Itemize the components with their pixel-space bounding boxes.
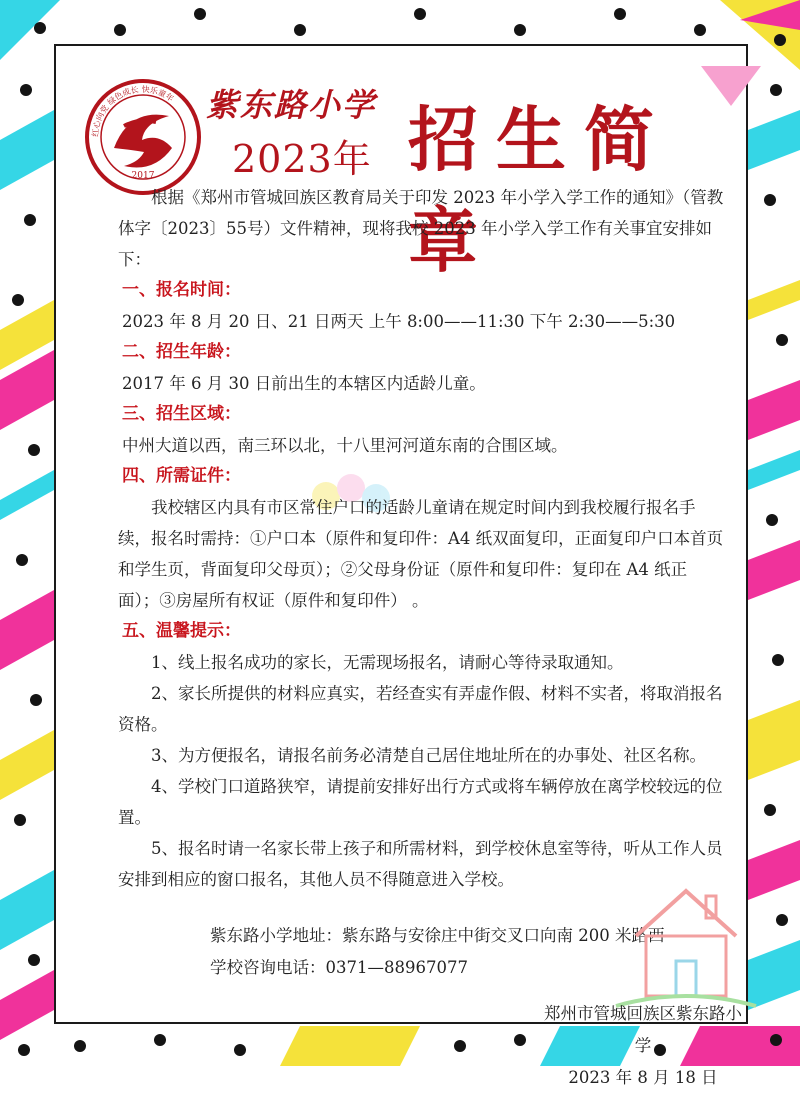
section-text: 中州大道以西，南三环以北，十八里河河道东南的合围区域。	[122, 436, 568, 455]
section-heading: 五、温馨提示：	[122, 621, 241, 641]
page-title: 招生简章	[408, 98, 672, 282]
logo-year: 2017	[131, 171, 155, 181]
section-heading: 四、所需证件：	[122, 466, 241, 486]
school-phone: 学校咨询电话：0371—88967077	[210, 958, 468, 977]
section-heading: 二、招生年龄：	[122, 342, 241, 362]
tip-item: 5、报名时请一名家长带上孩子和所需材料，到学校休息室等待，听从工作人员安排到相应的窗口报名，其他人员不得随意进入学校。	[118, 839, 723, 889]
issue-date: 2023 年 8 月 18 日	[568, 1068, 718, 1087]
issuer-name: 郑州市管城回族区紫东路小学	[544, 1004, 742, 1055]
year-label: 2023年	[232, 137, 372, 181]
signature-block	[540, 998, 746, 1094]
section-text: 2017 年 6 月 30 日前出生的本辖区内适龄儿童。	[122, 374, 486, 393]
section-heading: 三、招生区域：	[122, 404, 241, 424]
contact-info	[210, 920, 664, 984]
notice-body	[118, 182, 728, 895]
section-text: 2023 年 8 月 20 日、21 日两天 上午 8:00——11:30 下午 2:30——5:30	[122, 312, 676, 331]
school-logo	[84, 78, 202, 196]
section-heading: 一、报名时间：	[122, 280, 241, 300]
notice-poster	[54, 44, 748, 1087]
section-text: 我校辖区内具有市区常住户口的适龄儿童请在规定时间内到我校履行报名手续，报名时需持：①户口本（原件和复印件：A4 纸双面复印，正面复印户口本首页和学生页，背面复印父母页）；②父母身份证（原件和复印件：复印在 A4 纸正面）；③房屋所有权证（原件和复印件） 。	[118, 498, 724, 610]
tip-item: 1、线上报名成功的家长，无需现场报名，请耐心等待录取通知。	[151, 653, 624, 672]
intro-paragraph: 根据《郑州市管城回族区教育局关于印发 2023 年小学入学工作的通知》（管教体字〔2023〕55号）文件精神，现将我校 2023 年小学入学工作有关事宜安排如下：	[118, 188, 724, 269]
school-name: 紫东路小学	[206, 86, 377, 124]
logo-ring-text: 红心向党 绿色成长 快乐童年	[90, 84, 176, 138]
tip-item: 2、家长所提供的材料应真实，若经查实有弄虚作假、材料不实者，将取消报名资格。	[118, 684, 723, 734]
tip-item: 3、为方便报名，请报名前务必清楚自己居住地址所在的办事处、社区名称。	[151, 746, 706, 765]
tip-item: 4、学校门口道路狭窄，请提前安排好出行方式或将车辆停放在离学校较远的位置。	[118, 777, 723, 827]
house-decoration	[616, 866, 756, 1016]
school-address: 紫东路小学地址：紫东路与安徐庄中街交叉口向南 200 米路西	[210, 926, 665, 945]
